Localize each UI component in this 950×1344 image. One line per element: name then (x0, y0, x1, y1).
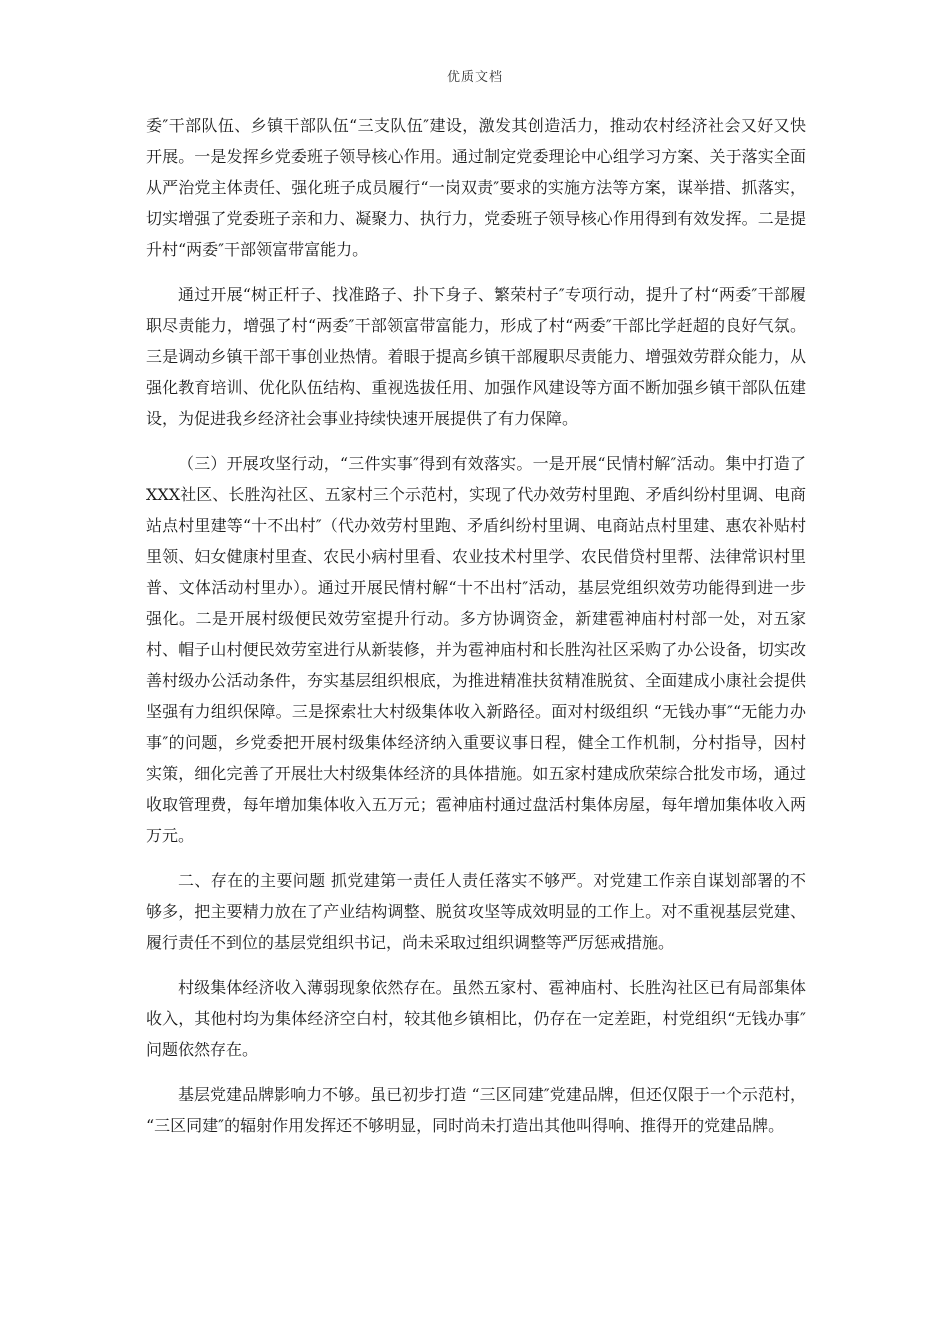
page-header: 优质文档 (446, 70, 503, 85)
paragraph-three-tasks: （三）开展攻坚行动，“三件实事″得到有效落实。一是开展“民情村解″活动。集中打造了XXX社区、长胜沟社区、五家村三个示范村，实现了代办效劳村里跑、矛盾纠纷村里调、电商站点村里建等“十不出村″（代办效劳村里跑、矛盾纠纷村里调、电商站点村里建、惠农补贴村里领、妇女健康村里查、农民小病村里看、农业技术村里学、农民借贷村里帮、法律常识村里普、文体活动村里办）。通过开展民情村解“十不出村″活动，基层党组织效劳功能得到进一步强化。二是开展村级便民效劳室提升行动。多方协调资金，新建雹神庙村村部一处，对五家村、帽子山村便民效劳室进行从新装修，并为雹神庙村和长胜沟社区采购了办公设备，切实改善村级办公活动条件，夯实基层组织根底，为推进精准扶贫精准脱贫、全面建成小康社会提供坚强有力组织保障。三是探索壮大村级集体收入新路径。面对村级组织 “无钱办事″“无能力办事″的问题，乡党委把开展村级集体经济纳入重要议事日程，健全工作机制，分村指导，因村实策，细化完善了开展壮大村级集体经济的具体措施。如五家村建成欣荣综合批发市场，通过收取管理费，每年增加集体收入五万元；雹神庙村通过盘活村集体房屋，每年增加集体收入两万元。 (146, 454, 806, 845)
paragraph-main-problems: 二、存在的主要问题 抓党建第一责任人责任落实不够严。对党建工作亲自谋划部署的不够多，把主要精力放在了产业结构调整、脱贫攻坚等成效明显的工作上。对不重视基层党建、履行责任不到位的基层党组织书记，尚未采取过组织调整等严厉惩戒措施。 (146, 871, 806, 952)
paragraph-collective-economy: 村级集体经济收入薄弱现象依然存在。虽然五家村、雹神庙村、长胜沟社区已有局部集体收入，其他村均为集体经济空白村，较其他乡镇相比，仍存在一定差距，村党组织“无钱办事″问题依然存在。 (146, 978, 806, 1059)
document-body (146, 110, 806, 1155)
paragraph-party-brand: 基层党建品牌影响力不够。虽已初步打造 “三区同建″党建品牌，但还仅限于一个示范村， “三区同建″的辐射作用发挥还不够明显，同时尚未打造出其他叫得响、推得开的党建品牌。 (146, 1085, 806, 1135)
paragraph-continuation: 委″干部队伍、乡镇干部队伍“三支队伍″建设，激发其创造活力，推动农村经济社会又好又快开展。一是发挥乡党委班子领导核心作用。通过制定党委理论中心组学习方案、关于落实全面从严治党主体责任、强化班子成员履行“一岗双责″要求的实施方法等方案，谋举措、抓落实，切实增强了党委班子亲和力、凝聚力、执行力，党委班子领导核心作用得到有效发挥。二是提升村“两委″干部领富带富能力。 (146, 116, 806, 259)
paragraph-cadre-action: 通过开展“树正杆子、找准路子、扑下身子、繁荣村子″专项行动，提升了村“两委″干部履职尽责能力，增强了村“两委″干部领富带富能力，形成了村“两委″干部比学赶超的良好气氛。三是调动乡镇干部干事创业热情。着眼于提高乡镇干部履职尽责能力、增强效劳群众能力，从强化教育培训、优化队伍结构、重视选拔任用、加强作风建设等方面不断加强乡镇干部队伍建设，为促进我乡经济社会事业持续快速开展提供了有力保障。 (146, 285, 806, 428)
